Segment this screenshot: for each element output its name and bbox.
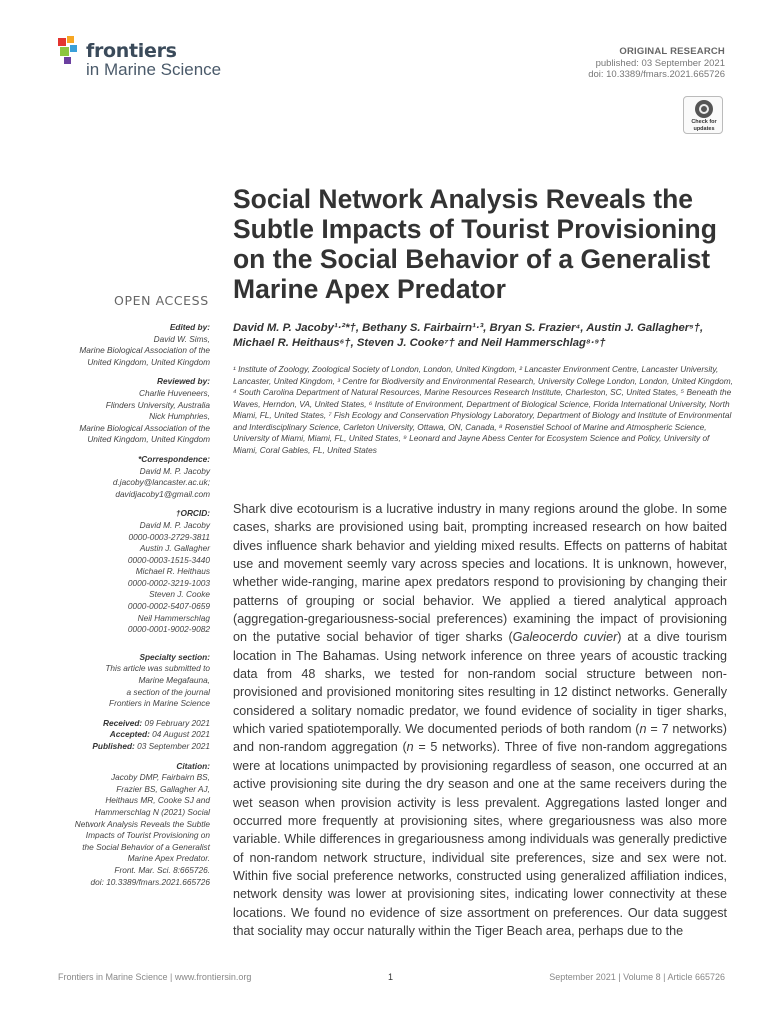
check-updates-line1: Check for [691,119,717,125]
footer-journal-link[interactable]: Frontiers in Marine Science | www.frontiersin.org [58,972,252,982]
published-date: published: 03 September 2021 [595,57,725,69]
article-meta [588,46,725,81]
orcid-id-link[interactable]: 0000-0002-5407-0659 [127,601,210,612]
editor-line: David W. Sims, [153,333,210,344]
frontiers-logo-icon [56,36,84,66]
citation-line: Hammerschlag N (2021) Social [94,806,210,817]
specialty-label: Specialty section: [139,651,210,662]
specialty-line: Frontiers in Marine Science [109,698,210,709]
accepted-label: Accepted: [109,729,150,740]
citation-line: Impacts of Tourist Provisioning on [85,830,210,841]
page-number: 1 [388,972,394,982]
abstract-part: ) at a dive tourism location in The Bahamas. Using network inference on three years of acoustic tracking data from 48 sharks, we tested for non-random social structure between non-provisioned and provisioned monitoring sites resulting in 12 distinct networks. Generally considered a solitary nomadic predator, we found evidence of sociality in tiger sharks, which varied spatiotemporally. We documented periods of both random ( [233,630,727,737]
check-for-updates-button[interactable] [683,96,723,134]
orcid-label: †ORCID: [175,508,210,519]
editor-line: Marine Biological Association of the [79,345,210,356]
orcid-line: David M. P. Jacoby [139,519,210,530]
citation-line: the Social Behavior of a Generalist [82,841,210,852]
reviewer-line: Nick Humphries, [149,411,210,422]
citation-line: Network Analysis Reveals the Subtle [74,818,210,829]
correspondence-section [58,454,210,500]
citation-line: Heithaus MR, Cooke SJ and [105,795,210,806]
specialty-line: a section of the journal [126,686,210,697]
reviewer-line: Flinders University, Australia [105,399,210,410]
reviewed-by-section [58,376,210,446]
accepted-date [58,729,210,741]
n-variable: n [406,740,414,755]
citation-doi-link[interactable]: doi: 10.3389/fmars.2021.665726 [90,876,210,887]
author-list: David M. P. Jacoby¹·²*†, Bethany S. Fairbairn¹·³, Bryan S. Frazier⁴, Austin J. Gallagher⁵†, Michael R. Heithaus⁶†, Steven J. Cooke⁷† and Neil Hammerschlag⁸·⁹† [233,322,704,349]
citation-section [58,761,210,889]
citation-line: Jacoby DMP, Fairbairn BS, [111,772,210,783]
orcid-section [58,508,210,636]
received-label: Received: [102,717,143,728]
article-sidebar [58,322,210,896]
orcid-id-link[interactable]: 0000-0002-3219-1003 [127,577,210,588]
reviewer-line: United Kingdom, United Kingdom [87,434,210,445]
published-value: 03 September 2021 [137,741,210,751]
citation-line: Frazier BS, Gallagher AJ, [116,783,210,794]
affiliations: ¹ Institute of Zoology, Zoological Society of London, London, United Kingdom, ² Lancaster Environment Centre, Lancaster University, Lancaster, United Kingdom, ³ Centre for Biodiversity and Environmental Research, University College London, London, United Kingdom, ⁴ South Carolina Department of Natural Resources, Marine Resources Research Institute, Charleston, SC, United States, ⁵ Beneath the Waves, Herndon, VA, United States, ⁶ Institute of Environment, Department of Biological Science, Florida International University, North Miami, FL, United States, ⁷ Fish Ecology and Conservation Physiology Laboratory, Department of Biology and Institute of Environmental and Interdisciplinary Science, Carleton University, Ottawa, ON, Canada, ⁸ Rosenstiel School of Marine and Atmospheric Science, University of Miami, Miami, FL, United States, ⁹ Leonard and Jayne Abess Center for Ecosystem Science and Policy, University of Miami, Coral Gables, FL, United States [233,364,733,455]
specialty-section [58,652,210,710]
orcid-id-link[interactable]: 0000-0001-9002-9082 [127,624,210,635]
orcid-line: Michael R. Heithaus [135,566,210,577]
page-footer [58,972,725,986]
check-updates-line2: updates [693,125,715,132]
species-name: Galeocerdo cuvier [512,630,618,645]
specialty-line: This article was submitted to [105,663,210,674]
correspondence-line: David M. P. Jacoby [139,465,210,476]
citation-label: Citation: [176,760,210,771]
abstract-part: Shark dive ecotourism is a lucrative industry in many regions around the globe. In some cases, sharks are provisioned using bait, prompting increased research on how baited dives influence shark behavior and yielding mixed results. Effects on patterns of habitat use and movement seemly vary across species and locations. It is unknown, however, whether wide-ranging, marine apex predators respond to provisioning by changing their patterns of grouping or social behavior. We applied a tiered analytical approach (aggregation-gregariousness-social preferences) examining the impact of provisioning on the putative social behavior of tiger sharks ( [233,502,727,645]
editor-line: United Kingdom, United Kingdom [87,356,210,367]
dates-section [58,718,210,753]
footer-volume: September 2021 | Volume 8 | Article 665726 [549,972,725,982]
email-link[interactable]: d.jacoby@lancaster.ac.uk; [112,477,210,488]
received-date [58,718,210,730]
orcid-line: Steven J. Cooke [149,589,210,600]
journal-logo[interactable] [56,36,246,84]
journal-subtitle: in Marine Science [86,60,222,79]
n-variable: n [639,722,647,737]
accepted-value: 04 August 2021 [152,729,210,740]
correspondence-label: *Correspondence: [138,453,210,464]
journal-brand: frontiers [86,40,177,62]
open-access-label: OPEN ACCESS [114,293,209,308]
reviewer-line: Marine Biological Association of the [79,422,210,433]
orcid-line: Austin J. Gallagher [139,543,210,554]
orcid-id-link[interactable]: 0000-0003-2729-3811 [128,531,210,542]
published-label: Published: [92,741,135,751]
published-date-side [58,741,210,753]
reviewer-line: Charlie Huveneers, [138,387,210,398]
article-title: Social Network Analysis Reveals the Subtle Impacts of Tourist Provisioning on the Social Behavior of a Generalist Marine Apex Predator [233,184,717,304]
abstract-text [233,500,727,940]
abstract-part: = 5 networks). Three of five non-random aggregations were at locations unimpacted by provisioning regardless of season, one occurred at an active provisioning site during the dry season and one at the same receivers during the wet season when provision activity is less prevalent. Aggregations lasted longer and occurred more frequently at provisioning sites, where gregariousness was also more variable. While differences in gregariousness among individuals was generally predictive of non-random network structure, individual site preferences, size and sex were not. Within five social preference networks, constructed using generalized affiliation indices, network density was lower at provisioning sites, indicating lower connectivity at these locations. We found no evidence of size assortment on preferences. Our data suggest that sociality may occur naturally within the Tiger Beach area, perhaps due to the [233,740,727,938]
edited-by-section [58,322,210,368]
reviewed-by-label: Reviewed by: [156,376,210,387]
citation-line: Front. Mar. Sci. 8:665726. [114,864,210,875]
email-link[interactable]: davidjacoby1@gmail.com [115,488,210,499]
article-doi[interactable]: doi: 10.3389/fmars.2021.665726 [588,69,725,80]
check-updates-icon [695,100,713,118]
abstract-part: = 7 networks) and non-random aggregation ( [233,722,727,755]
edited-by-label: Edited by: [169,322,210,332]
orcid-line: Neil Hammerschlag [137,612,210,623]
citation-line: Marine Apex Predator. [127,853,210,864]
received-value: 09 February 2021 [144,717,210,728]
orcid-id-link[interactable]: 0000-0003-1515-3440 [127,554,210,565]
specialty-line: Marine Megafauna, [138,675,210,686]
article-type: ORIGINAL RESEARCH [619,46,725,57]
